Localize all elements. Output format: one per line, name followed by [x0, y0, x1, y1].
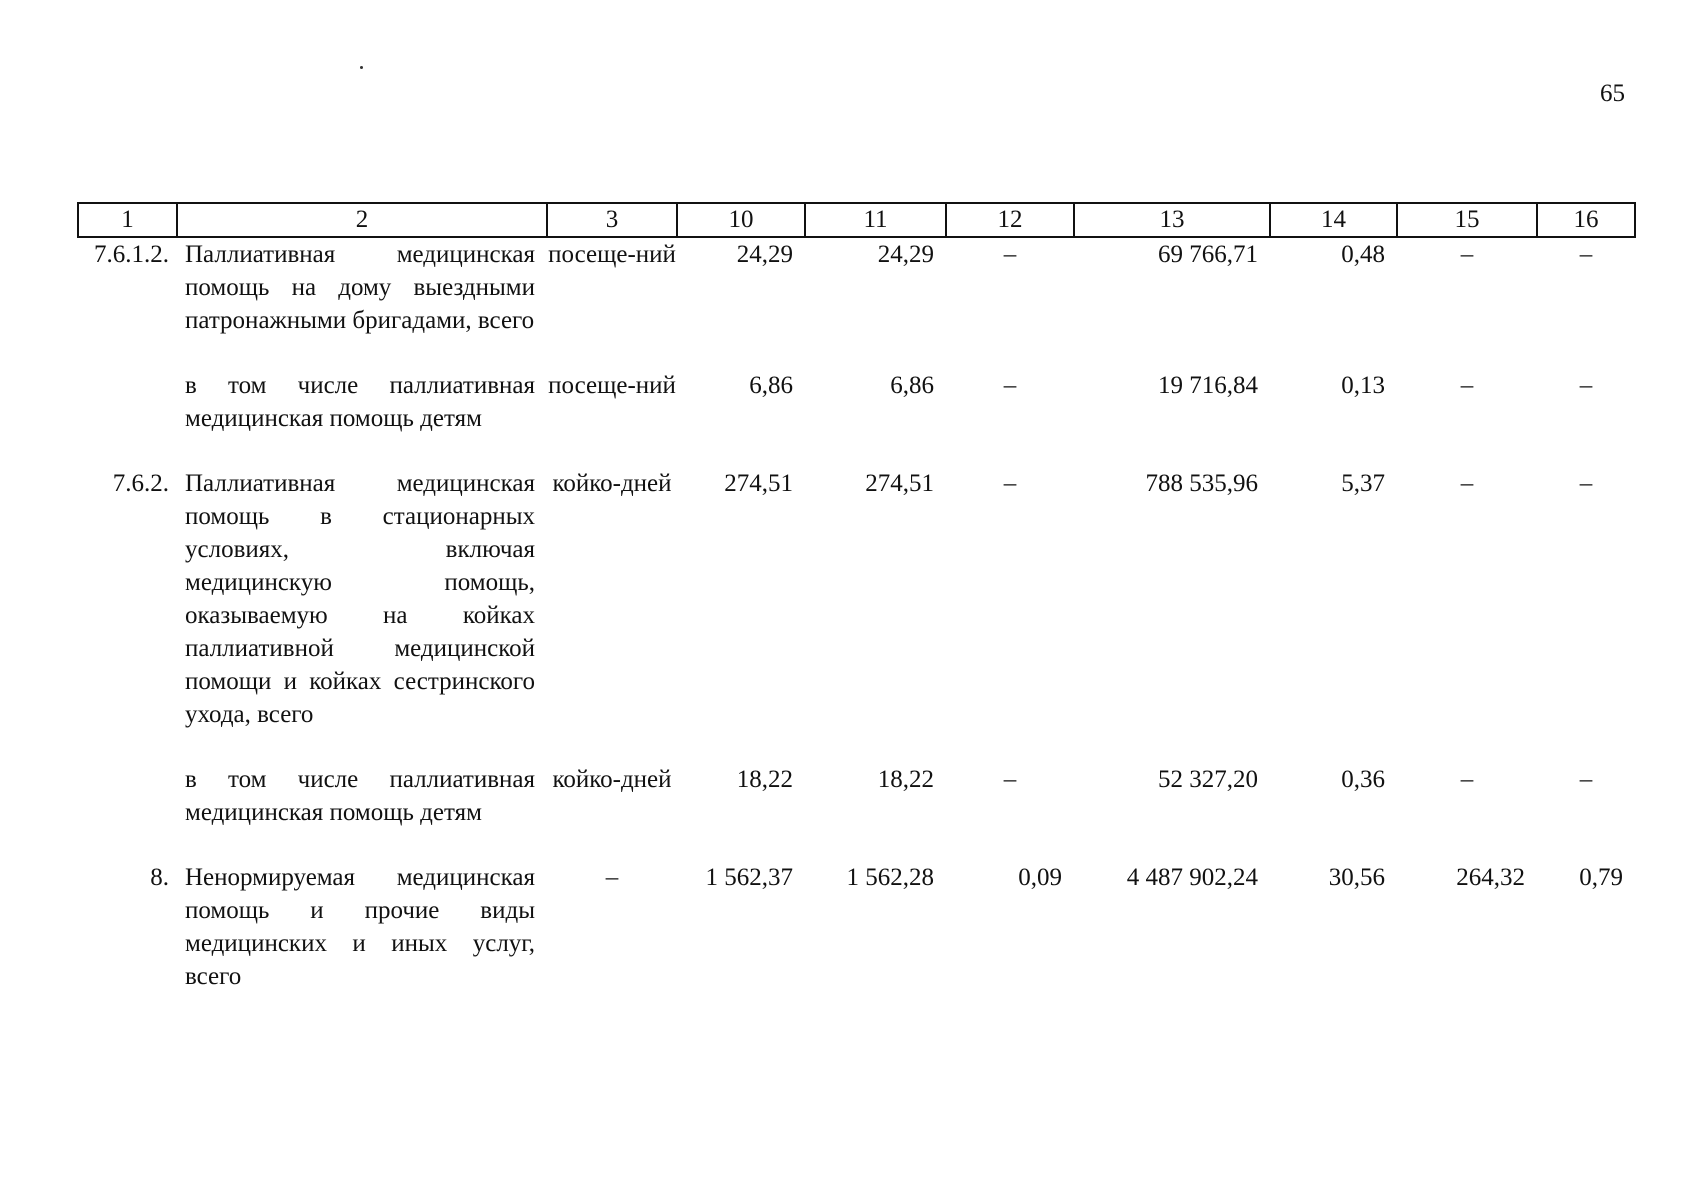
- cell-col15: –: [1460, 470, 1474, 497]
- page-number: 65: [1600, 80, 1625, 107]
- table-row: [78, 763, 1635, 829]
- column-header: 10: [677, 203, 805, 237]
- cell-col14: 0,13: [1341, 372, 1385, 399]
- row-spacer: [78, 337, 1635, 369]
- row-name: в том числе паллиативная медицинская помощь детям: [185, 372, 535, 432]
- cell-col10: 18,22: [736, 766, 793, 793]
- column-header: 15: [1397, 203, 1537, 237]
- row-code: 8.: [150, 864, 169, 891]
- cell-col10: 24,29: [736, 241, 793, 268]
- cell-col15: 264,32: [1456, 864, 1525, 891]
- row-code: 7.6.2.: [112, 470, 169, 497]
- cell-col14: 0,36: [1341, 766, 1385, 793]
- cell-col13: 788 535,96: [1145, 470, 1258, 497]
- row-spacer: [78, 829, 1635, 861]
- cell-col11: 6,86: [890, 372, 934, 399]
- row-name: Ненормируемая медицинская помощь и прочие виды медицинских и иных услуг, всего: [185, 864, 535, 990]
- cell-col12: –: [1003, 766, 1017, 793]
- row-name: в том числе паллиативная медицинская помощь детям: [185, 766, 535, 826]
- row-name: Паллиативная медицинская помощь в стационарных условиях, включая медицинскую помощь, оказываемую на койках паллиативной медицинской помощи и койках сестринского ухода, всего: [185, 470, 535, 728]
- cell-col13: 4 487 902,24: [1126, 864, 1258, 891]
- cell-col11: 274,51: [865, 470, 934, 497]
- cell-col13: 69 766,71: [1158, 241, 1258, 268]
- cell-col14: 5,37: [1341, 470, 1385, 497]
- row-unit: посеще-ний: [548, 241, 676, 268]
- column-header: 1: [78, 203, 177, 237]
- header-row: [78, 203, 1635, 237]
- row-unit: койко-дней: [552, 470, 672, 497]
- cell-col15: –: [1460, 372, 1474, 399]
- cell-col16: –: [1579, 470, 1593, 497]
- row-spacer: [78, 435, 1635, 467]
- row-code: [78, 763, 177, 829]
- column-header: 2: [177, 203, 547, 237]
- table-row: [78, 369, 1635, 435]
- table-row: [78, 237, 1635, 337]
- cell-col15: –: [1460, 241, 1474, 268]
- cell-col12: –: [1003, 241, 1017, 268]
- column-header: 3: [547, 203, 677, 237]
- row-name: Паллиативная медицинская помощь на дому выездными патронажными бригадами, всего: [185, 241, 535, 334]
- data-table: [77, 202, 1636, 993]
- column-header: 12: [946, 203, 1074, 237]
- cell-col16: –: [1579, 766, 1593, 793]
- cell-col16: –: [1579, 372, 1593, 399]
- table-row: [78, 467, 1635, 731]
- row-code: 7.6.1.2.: [94, 241, 169, 268]
- row-unit: койко-дней: [552, 766, 672, 793]
- data-table-container: [77, 202, 1634, 993]
- row-unit: –: [605, 864, 619, 891]
- cell-col12: 0,09: [1018, 864, 1062, 891]
- cell-col11: 24,29: [877, 241, 934, 268]
- cell-col11: 1 562,28: [846, 864, 934, 891]
- cell-col10: 6,86: [749, 372, 793, 399]
- cell-col10: 1 562,37: [705, 864, 793, 891]
- cell-col13: 19 716,84: [1158, 372, 1258, 399]
- column-header: 16: [1537, 203, 1635, 237]
- row-unit: посеще-ний: [548, 372, 676, 399]
- scan-speck: [360, 66, 363, 69]
- column-header: 13: [1074, 203, 1270, 237]
- cell-col13: 52 327,20: [1158, 766, 1258, 793]
- cell-col16: 0,79: [1579, 864, 1623, 891]
- cell-col10: 274,51: [724, 470, 793, 497]
- cell-col15: –: [1460, 766, 1474, 793]
- cell-col14: 0,48: [1341, 241, 1385, 268]
- cell-col14: 30,56: [1328, 864, 1385, 891]
- table-row: [78, 861, 1635, 993]
- cell-col16: –: [1579, 241, 1593, 268]
- cell-col12: –: [1003, 372, 1017, 399]
- column-header: 11: [805, 203, 946, 237]
- cell-col12: –: [1003, 470, 1017, 497]
- row-code: [78, 369, 177, 435]
- cell-col11: 18,22: [877, 766, 934, 793]
- column-header: 14: [1270, 203, 1397, 237]
- row-spacer: [78, 731, 1635, 763]
